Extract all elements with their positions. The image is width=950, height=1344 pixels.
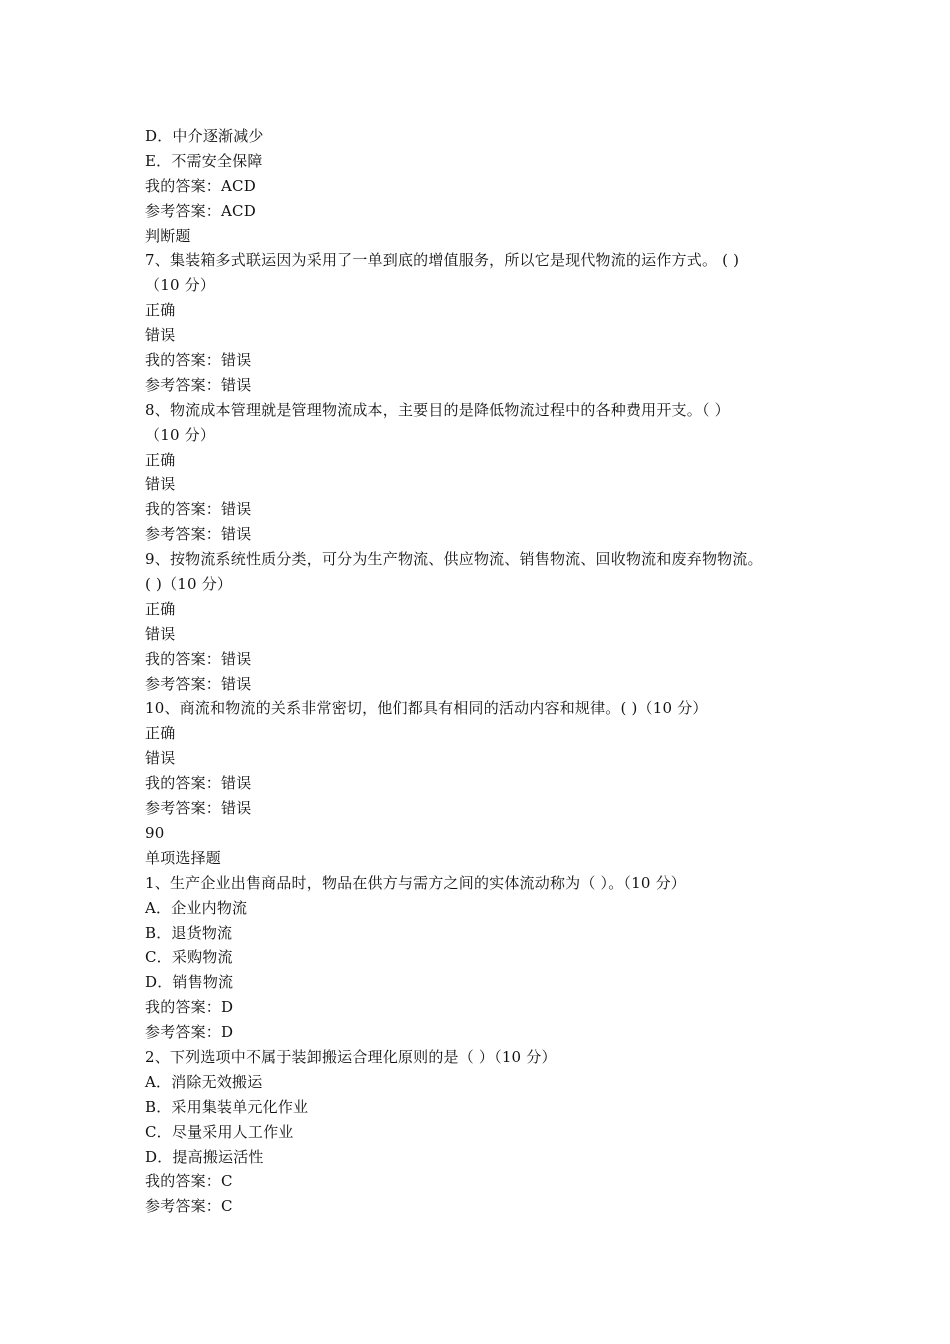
section-heading-single-choice: 单项选择题 [145,848,222,867]
option-d: D．销售物流 [145,973,234,992]
my-answer: 我的答案：错误 [145,774,252,793]
reference-answer: 参考答案：错误 [145,674,252,693]
option-true: 正确 [145,599,176,618]
question-7: 7、集装箱多式联运因为采用了一单到底的增值服务，所以它是现代物流的运作方式。 ( ) [145,251,740,270]
option-a: A．消除无效搬运 [145,1072,263,1091]
reference-answer: 参考答案：错误 [145,525,252,544]
question-10: 10、商流和物流的关系非常密切，他们都具有相同的活动内容和规律。( )（10 分） [145,699,708,718]
question-7-score: （10 分） [145,276,216,295]
my-answer: 我的答案：D [145,998,234,1017]
reference-answer: 参考答案：错误 [145,799,252,818]
option-false: 错误 [145,475,176,494]
option-c: C．尽量采用人工作业 [145,1122,294,1141]
option-d: D．提高搬运活性 [145,1147,264,1166]
option-d: D．中介逐渐减少 [145,127,264,145]
question-2: 2、下列选项中不属于装卸搬运合理化原则的是（ ）（10 分） [145,1047,557,1066]
option-true: 正确 [145,724,176,743]
option-b: B．退货物流 [145,923,233,942]
option-e: E．不需安全保障 [145,151,263,170]
my-answer: 我的答案：错误 [145,351,252,370]
section-heading-true-false: 判断题 [145,226,191,245]
question-9-score: ( )（10 分） [145,575,233,594]
option-false: 错误 [145,749,176,768]
question-1: 1、生产企业出售商品时，物品在供方与需方之间的实体流动称为（ ）。（10 分） [145,873,686,892]
reference-answer: 参考答案：C [145,1197,233,1216]
my-answer: 我的答案：C [145,1172,233,1191]
option-true: 正确 [145,450,176,469]
document-body [145,124,835,1219]
my-answer: 我的答案：ACD [145,176,256,195]
option-true: 正确 [145,301,176,320]
reference-answer: 参考答案：ACD [145,201,256,220]
option-false: 错误 [145,326,176,345]
option-a: A．企业内物流 [145,898,248,917]
reference-answer: 参考答案：错误 [145,375,252,394]
question-8: 8、物流成本管理就是管理物流成本，主要目的是降低物流过程中的各种费用开支。（ ） [145,400,730,419]
option-c: C．采购物流 [145,948,233,967]
my-answer: 我的答案：错误 [145,649,252,668]
my-answer: 我的答案：错误 [145,500,252,519]
reference-answer: 参考答案：D [145,1023,234,1042]
total-score: 90 [145,823,165,842]
option-false: 错误 [145,624,176,643]
question-8-score: （10 分） [145,425,216,444]
option-b: B．采用集装单元化作业 [145,1097,309,1116]
question-9: 9、按物流系统性质分类，可分为生产物流、供应物流、销售物流、回收物流和废弃物物流。 [145,550,763,569]
